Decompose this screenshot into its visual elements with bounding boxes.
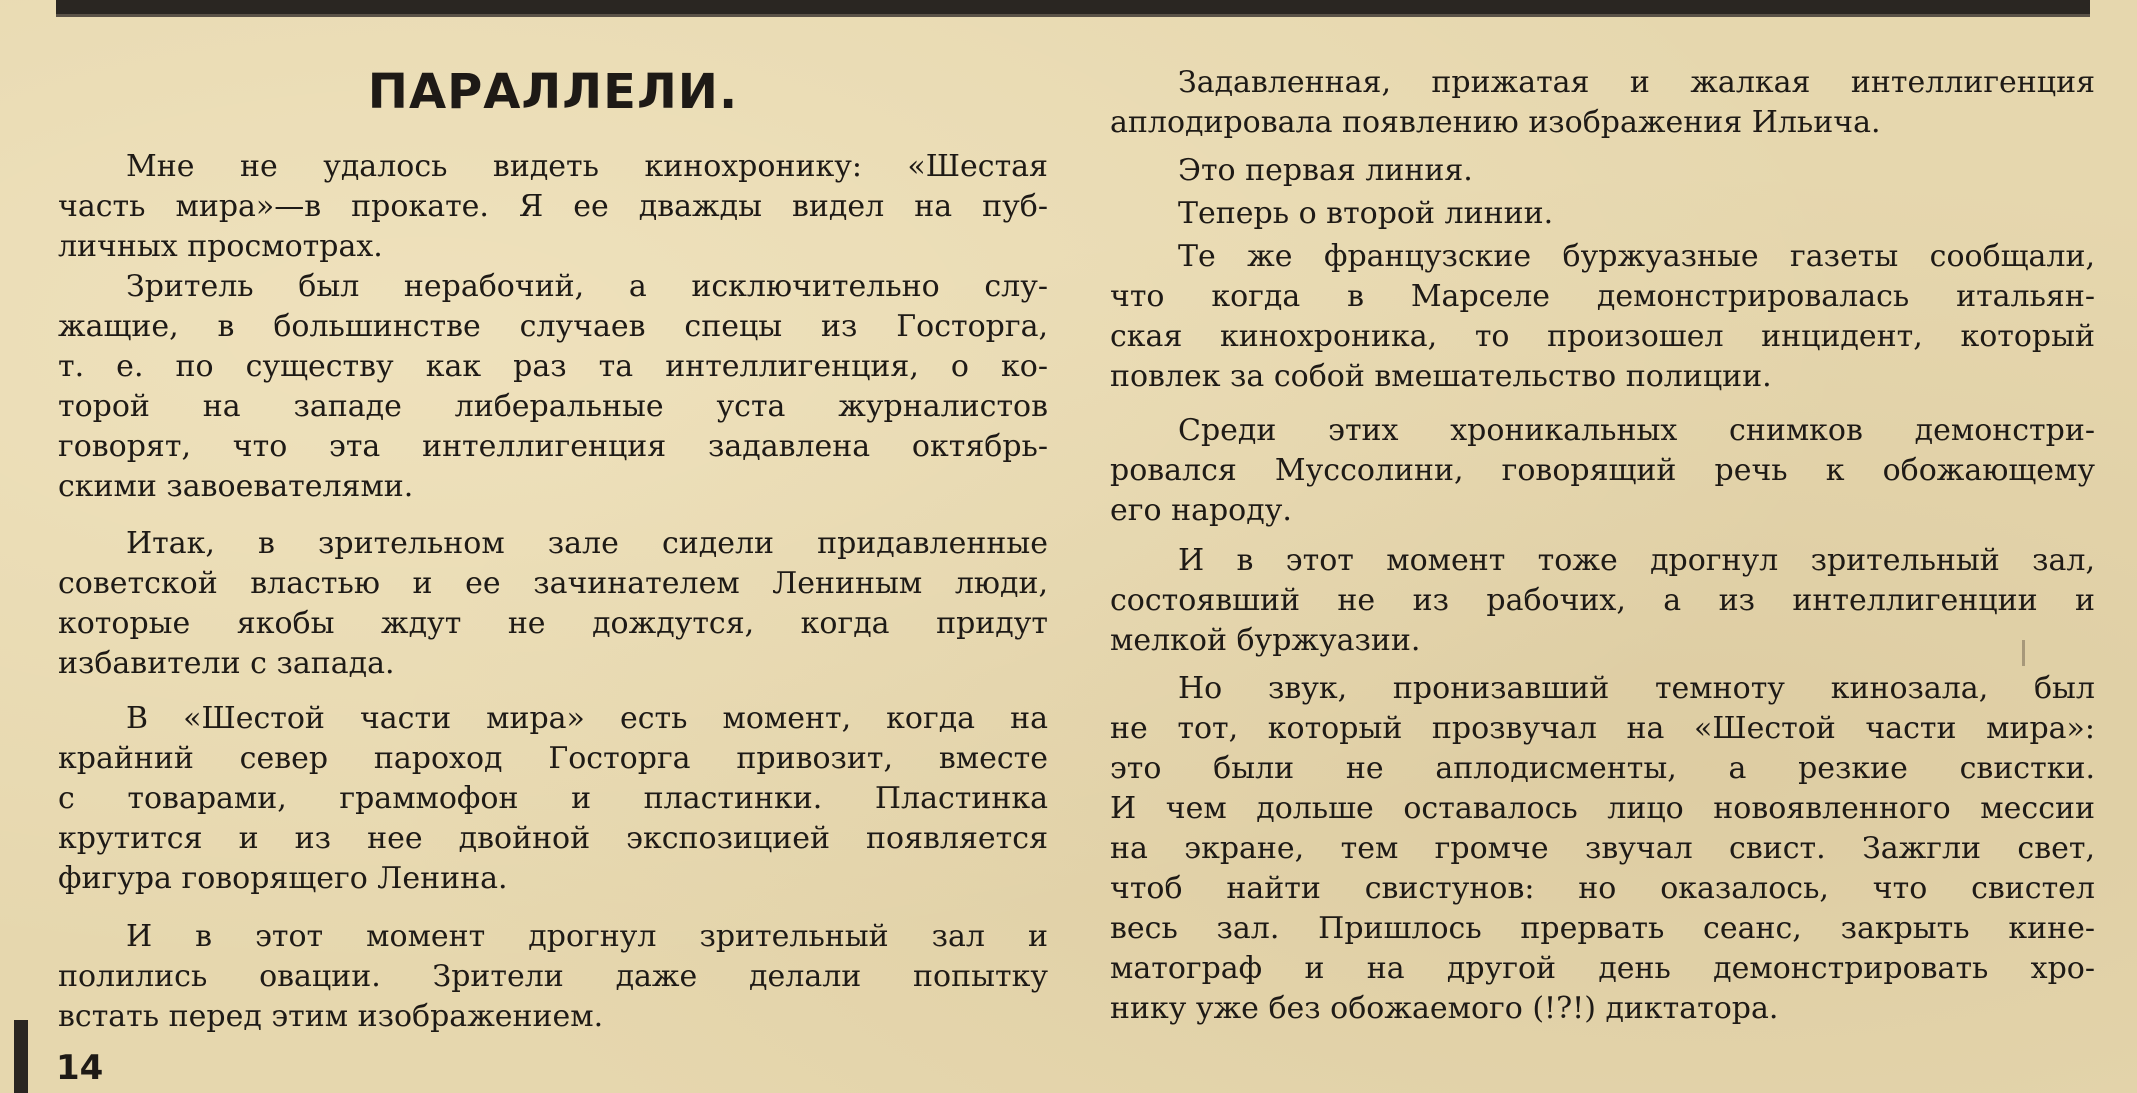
text-line: Это первая линия. [1178, 153, 1473, 188]
margin-bar [14, 1020, 28, 1093]
text-line: которые якобы ждут не дождутся, когда придут [58, 606, 1048, 641]
paragraph [1110, 237, 2095, 397]
paragraph [58, 524, 1048, 684]
text-line: торой на западе либеральные уста журналистов [58, 389, 1048, 424]
text-line: Среди этих хроникальных снимков демонстри- [1178, 413, 2095, 448]
text-line: И в этот момент тоже дрогнул зрительный зал, [1178, 543, 2095, 578]
text-line: его народу. [1110, 493, 1292, 528]
text-line: аплодировала появлению изображения Ильича. [1110, 105, 1881, 140]
text-line: состоявший не из рабочих, а из интеллигенции и [1110, 583, 2095, 618]
text-line: часть мира»—в прокате. Я ее дважды видел на пуб- [58, 189, 1048, 224]
paragraph [1110, 194, 2095, 234]
text-line: личных просмотрах. [58, 229, 383, 264]
text-line: Задавленная, прижатая и жалкая интеллигенция [1178, 65, 2095, 100]
text-line: избавители с запада. [58, 646, 395, 681]
text-line: крутится и из нее двойной экспозицией появляется [58, 821, 1048, 856]
text-line: нику уже без обожаемого (!?!) диктатора. [1110, 991, 1779, 1026]
paragraph [58, 917, 1048, 1037]
text-line: на экране, тем громче звучал свист. Зажгли свет, [1110, 831, 2095, 866]
page-number: 14 [56, 1048, 104, 1088]
text-line: с товарами, граммофон и пластинки. Пластинка [58, 781, 1048, 816]
paragraph [58, 267, 1048, 507]
text-line: крайний север пароход Госторга привозит, вместе [58, 741, 1048, 776]
text-line: матограф и на другой день демонстрировать хро- [1110, 951, 2095, 986]
paragraph [1110, 669, 2095, 1029]
text-line: т. е. по существу как раз та интеллигенция, о ко- [58, 349, 1048, 384]
text-line: полились овации. Зрители даже делали попытку [58, 959, 1048, 994]
text-line: ровался Муссолини, говорящий речь к обожающему [1110, 453, 2095, 488]
text-line: Теперь о второй линии. [1178, 196, 1554, 231]
text-line: что когда в Марселе демонстрировалась итальян- [1110, 279, 2095, 314]
text-line: фигура говорящего Ленина. [58, 861, 508, 896]
text-line: говорят, что эта интеллигенция задавлена октябрь- [58, 429, 1048, 464]
text-line: мелкой буржуазии. [1110, 623, 1421, 658]
text-line: Мне не удалось видеть кинохронику: «Шестая [126, 149, 1048, 184]
text-line: Те же французские буржуазные газеты сообщали, [1178, 239, 2095, 274]
text-line: скими завоевателями. [58, 469, 414, 504]
text-line: чтоб найти свистунов: но оказалось, что свистел [1110, 871, 2095, 906]
text-line: Итак, в зрительном зале сидели придавленные [126, 526, 1048, 561]
paragraph [1110, 411, 2095, 531]
text-line: встать перед этим изображением. [58, 999, 604, 1034]
text-line: И в этот момент дрогнул зрительный зал и [126, 919, 1048, 954]
paragraph [1110, 63, 2095, 143]
print-speck [2022, 640, 2025, 666]
text-line: И чем дольше оставалось лицо новоявленного мессии [1110, 791, 2095, 826]
text-line: советской властью и ее зачинателем Лениным люди, [58, 566, 1048, 601]
text-line: Но звук, пронизавший темноту кинозала, был [1178, 671, 2095, 706]
text-line: не тот, который прозвучал на «Шестой части мира»: [1110, 711, 2095, 746]
article-title: ПАРАЛЛЕЛИ. [367, 64, 739, 120]
text-line: это были не аплодисменты, а резкие свистки. [1110, 751, 2095, 786]
text-line: ская кинохроника, то произошел инцидент, который [1110, 319, 2095, 354]
paragraph [58, 699, 1048, 899]
paragraph [58, 147, 1048, 267]
top-rule [56, 0, 2090, 17]
text-line: Зритель был нерабочий, а исключительно слу- [126, 269, 1048, 304]
text-line: повлек за собой вмешательство полиции. [1110, 359, 1772, 394]
text-line: весь зал. Пришлось прервать сеанс, закрыть кине- [1110, 911, 2095, 946]
paragraph [1110, 541, 2095, 661]
text-line: В «Шестой части мира» есть момент, когда на [126, 701, 1048, 736]
text-line: жащие, в большинстве случаев спецы из Госторга, [58, 309, 1048, 344]
paragraph [1110, 151, 2095, 191]
